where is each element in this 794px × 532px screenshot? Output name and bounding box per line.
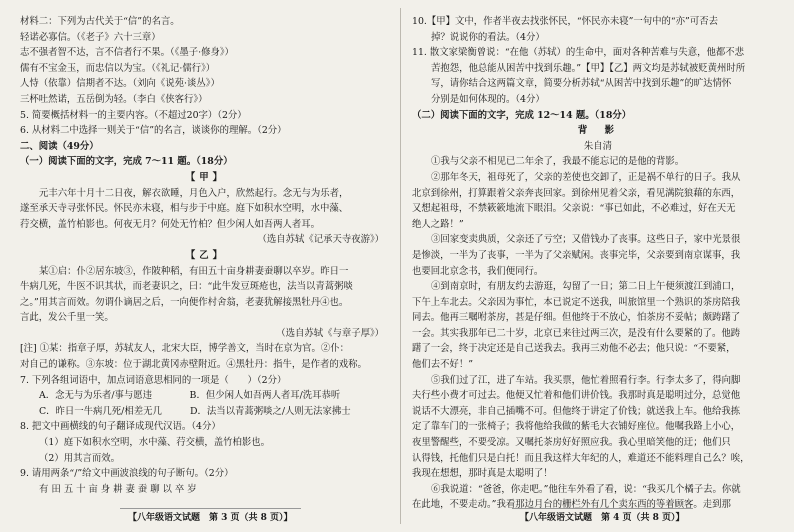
right-text-line: 是惨淡，一半为了丧事，一半为了父亲赋闲。丧事完毕，父亲要到南京谋事，我 <box>412 249 741 261</box>
left-text-line: （2）用其言而效。 <box>39 452 120 464</box>
right-text-line: 又想起祖母，不禁簌簌地流下眼泪。父亲说：“事已如此，不必难过，好在天无 <box>412 203 736 215</box>
right-text-line: 下午上车北去。父亲因为事忙，本已说定不送我，叫旅馆里一个熟识的茶房陪我 <box>412 296 741 308</box>
left-text-line: （1）庭下如积水空明，水中藻、荇交横，盖竹柏影也。 <box>39 437 270 449</box>
right-text-line: 绝人之路！” <box>412 218 464 230</box>
left-text-line: （选自苏轼《记承天寺夜游》） <box>257 234 384 246</box>
left-text-line: 言此，发公千里一笑。 <box>20 312 114 324</box>
right-page-column <box>412 14 784 513</box>
left-text-line: （一）阅读下面的文字，完成 7～11 题。（18分） <box>20 156 233 168</box>
left-text-line: 儒有不宝金玉，而忠信以为宝。（《礼记·儒行》） <box>20 62 216 74</box>
left-page-footer <box>120 508 301 524</box>
left-text-line: 三杯吐然诺，五岳倒为轻。（李白《侠客行》） <box>20 93 208 105</box>
left-text-line: 轻诺必寡信。（《老子》六十三章） <box>20 31 161 43</box>
right-text-line: 苦抱怨，他总能从困苦中找到乐趣。”【甲】【乙】两文均是苏轼被贬黄州时所 <box>431 62 746 74</box>
right-text-line: 朱自清 <box>583 140 613 152</box>
right-text-line: 夫行些小费才可过去。他便又忙着和他们讲价钱。我那时真是聪明过分，总觉他 <box>412 390 741 402</box>
right-text-line: 掉？说说你的看法。（4分） <box>431 31 545 43</box>
right-text-line: 同去。他再三嘱咐茶房，甚是仔细。但他终于不放心，怕茶房不妥帖；颇踌躇了 <box>412 312 741 324</box>
right-text-line: 一会。其实我那年已二十岁，北京已来往过两三次，是没有什么要紧的了。他踌 <box>412 327 741 339</box>
left-text-line: A．念无与为乐者/事与愿违 B．但少闲人如吾两人者耳/洗耳恭听 <box>39 390 341 402</box>
right-text-line: （二）阅读下面的文字，完成 12～14 题。（18分） <box>412 109 632 121</box>
left-text-line: C．昨日一牛病几死/相差无几 D．法当以青蒿粥啖之/人则无法家拂士 <box>39 405 351 417</box>
left-text-line: [注] ①某：指章子厚，苏轼友人，北宋大臣，博学善文，当时在京为官。②仆： <box>20 343 350 355</box>
right-text-line: 10.【甲】文中，作者半夜去找张怀民，“怀民亦未寝”一句中的“亦”可否去 <box>412 16 718 27</box>
right-text-line: 定了靠车门的一张椅子；我将他给我做的紫毛大衣铺好座位。他嘱我路上小心， <box>412 421 741 433</box>
left-text-line: 材料二：下列为古代关于“信”的名言。 <box>20 16 180 27</box>
page-divider <box>400 8 401 524</box>
right-page-footer <box>512 508 693 524</box>
right-text-line: 夜里警醒些，不要受凉。又嘱托茶房好好照应我。我心里暗笑他的迂；他们只 <box>412 437 731 449</box>
left-text-line: （选自苏轼《与章子厚》） <box>276 327 384 339</box>
left-text-line: 对自己的谦称。③东坡：位于湖北黄冈赤壁附近。④黑牡丹：指牛，是作者的戏称。 <box>20 359 367 371</box>
right-text-line: 躇了一会，终于决定还是自己送我去。我再三劝他不必去；他只说：“不要紧， <box>412 343 736 355</box>
left-text-line: 有 田 五 十 亩 身 耕 妻 蚕 聊 以 卒 岁 <box>39 483 197 495</box>
right-text-line: 也要回北京念书，我们便同行。 <box>412 265 544 277</box>
left-text-line: 牛病几死，牛医不识其状，而老妻识之，曰：“此牛发豆斑疮也，法当以青蒿粥啖 <box>20 281 353 293</box>
right-text-line: 写，请你结合这两篇文章，简要分析苏轼“从困苦中找到乐趣”的旷达情怀 <box>431 78 732 90</box>
right-text-line: ④到南京时，有朋友约去游逛，勾留了一日；第二日上午便须渡江到浦口， <box>431 281 741 293</box>
left-text-line: 某①启：仆②居东坡③，作陂种稻，有田五十亩身耕妻蚕聊以卒岁。昨日一 <box>39 265 349 277</box>
right-text-line: ②那年冬天，祖母死了，父亲的差使也交卸了，正是祸不单行的日子。我从 <box>431 171 741 183</box>
left-text-line: 遂至承天寺寻张怀民。怀民亦未寝，相与步于中庭。庭下如积水空明，水中藻、 <box>20 203 349 215</box>
left-page-column <box>20 14 392 497</box>
right-text-line: ⑥我说道：“爸爸，你走吧。”他往车外看了看，说：“我买几个橘子去。你就 <box>431 483 741 495</box>
right-text-line: 11. 散文家梁衡曾说：“在他（苏轼）的生命中，面对各种苦难与失意，他都不悲 <box>412 47 745 59</box>
left-text-line: 二、阅读（49分） <box>20 140 99 152</box>
right-text-line: 他们去不好！” <box>412 359 474 371</box>
right-text-line: 说话不大漂亮，非自己插嘴不可。但他终于讲定了价钱；就送我上车。他给我拣 <box>412 405 741 417</box>
left-text-line: 6. 从材料二中选择一则关于“信”的名言，谈谈你的理解。（2分） <box>20 125 287 137</box>
left-text-line: 志不强者智不达，言不信者行不果。（《墨子·修身》） <box>20 47 234 59</box>
left-text-line: 【甲】 <box>185 171 227 183</box>
right-text-line: 我现在想想，那时真是太聪明了！ <box>412 468 553 480</box>
left-text-line: 5. 简要概括材料一的主要内容。（不超过20字）（2分） <box>20 109 247 121</box>
right-text-line: 分别是如何体现的。（4分） <box>431 93 545 105</box>
left-text-line: 荇交横，盖竹柏影也。何夜无月？何处无竹柏？但少闲人如吾两人者耳。 <box>20 218 321 230</box>
right-text-line: 认得钱，托他们只是白托！而且我这样大年纪的人，难道还不能料理自己么？唉， <box>412 452 750 464</box>
right-text-line: 北京到徐州，打算跟着父亲奔丧回家。到徐州见着父亲，看见满院狼藉的东西， <box>412 187 741 199</box>
left-text-line: 【乙】 <box>185 249 227 261</box>
left-text-line: 9. 请用两条“/”给文中画波浪线的句子断句。（2分） <box>20 468 234 480</box>
right-text-line: 背 影 <box>577 125 619 137</box>
left-text-line: 元丰六年十月十二日夜，解衣欲睡，月色入户，欣然起行。念无与为乐者， <box>39 187 349 199</box>
right-text-line: ⑤我们过了江，进了车站。我买票，他忙着照看行李。行李太多了，得向脚 <box>431 374 741 386</box>
right-text-line: 在此地，不要走动。”我看那边月台的栅栏外有几个卖东西的等着顾客。走到那 <box>412 499 731 511</box>
left-text-line: 8. 把文中画横线的句子翻译成现代汉语。（4分） <box>20 421 221 433</box>
right-footer-text: 【八年级语文试题 第 4 页（共 8 页）】 <box>512 508 693 524</box>
left-text-line: 人恃（依靠）信期者不达。（刘向《说苑·谈丛》） <box>20 78 220 90</box>
left-footer-text: 【八年级语文试题 第 3 页（共 8 页）】 <box>120 508 301 524</box>
right-text-line: ③回家变卖典质，父亲还了亏空；又借钱办了丧事。这些日子，家中光景很 <box>431 234 741 246</box>
left-text-line: 之。”用其言而效。勿谓仆谪居之后，一向便作村舍翁，老妻犹解接黑牡丹④也。 <box>20 296 349 308</box>
right-text-line: ①我与父亲不相见已二年余了，我最不能忘记的是他的背影。 <box>431 156 685 168</box>
left-text-line: 7. 下列各组词语中，加点词语意思相同的一项是（ ）（2分） <box>20 374 287 386</box>
